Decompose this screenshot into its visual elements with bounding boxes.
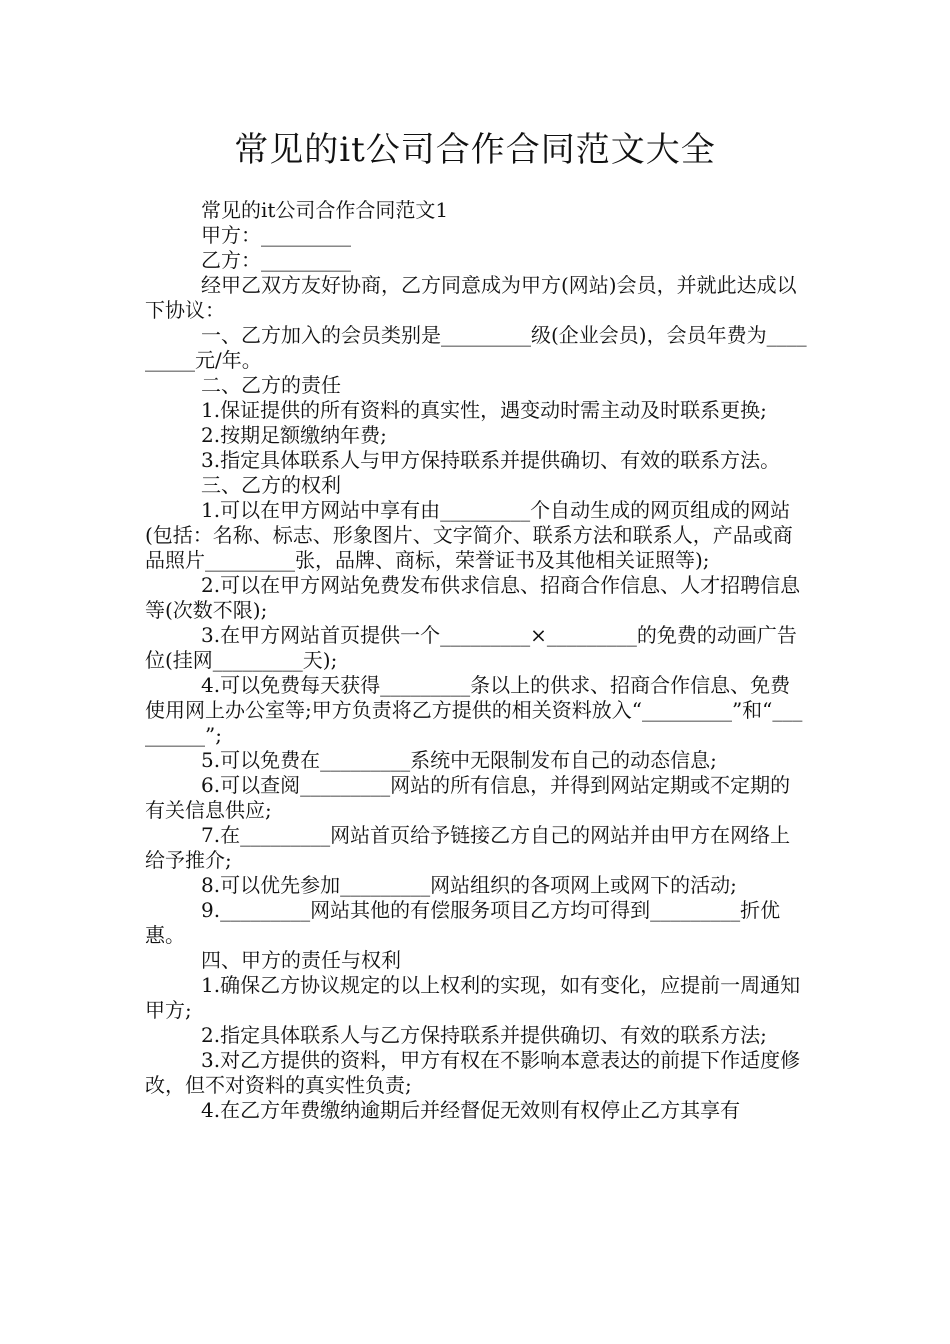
paragraph: 1.确保乙方协议规定的以上权利的实现，如有变化，应提前一周通知甲方;: [145, 973, 801, 1022]
paragraph: 2.按期足额缴纳年费;: [201, 423, 387, 447]
document-body: [145, 198, 810, 1123]
paragraph: 3.对乙方提供的资料，甲方有权在不影响本意表达的前提下作适度修改，但不对资料的真实性负责;: [145, 1048, 801, 1097]
paragraph: 一、乙方加入的会员类别是_________级(企业会员)，会员年费为_________元/年。: [145, 323, 807, 372]
paragraph: 4.可以免费每天获得_________条以上的供求、招商合作信息、免费使用网上办公室等;甲方负责将乙方提供的相关资料放入“_________”和“_________”;: [145, 673, 803, 747]
paragraph: 3.在甲方网站首页提供一个_________×_________的免费的动画广告位(挂网_________天);: [145, 623, 797, 672]
paragraph: 8.可以优先参加_________网站组织的各项网上或网下的活动;: [201, 873, 737, 897]
section-heading: 三、乙方的权利: [201, 473, 341, 497]
section-heading: 二、乙方的责任: [201, 373, 341, 397]
paragraph: 1.保证提供的所有资料的真实性，遇变动时需主动及时联系更换;: [201, 398, 767, 422]
paragraph: 经甲乙双方友好协商，乙方同意成为甲方(网站)会员，并就此达成以下协议：: [145, 273, 797, 322]
paragraph: 6.可以查阅_________网站的所有信息，并得到网站定期或不定期的有关信息供应;: [145, 773, 791, 822]
section-heading: 常见的it公司合作合同范文1: [201, 198, 449, 222]
paragraph: 9._________网站其他的有偿服务项目乙方均可得到_________折优惠。: [145, 898, 781, 947]
section-heading: 四、甲方的责任与权利: [201, 948, 401, 972]
paragraph: 2.指定具体联系人与乙方保持联系并提供确切、有效的联系方法;: [201, 1023, 767, 1047]
paragraph: 5.可以免费在_________系统中无限制发布自己的动态信息;: [201, 748, 717, 772]
paragraph: 1.可以在甲方网站中享有由_________个自动生成的网页组成的网站(包括：名称、标志、形象图片、文字简介、联系方法和联系人，产品或商品照片_________张，品牌、商标，荣誉证书及其他相关证照等);: [145, 498, 793, 572]
paragraph: 4.在乙方年费缴纳逾期后并经督促无效则有权停止乙方其享有: [201, 1098, 741, 1122]
paragraph: 3.指定具体联系人与甲方保持联系并提供确切、有效的联系方法。: [201, 448, 781, 472]
paragraph: 7.在_________网站首页给予链接乙方自己的网站并由甲方在网络上给予推介;: [145, 823, 791, 872]
party-a-line: 甲方：_________: [201, 223, 351, 247]
document-title: 常见的it公司合作合同范文大全: [234, 130, 716, 170]
party-b-line: 乙方：_________: [201, 248, 351, 272]
paragraph: 2.可以在甲方网站免费发布供求信息、招商合作信息、人才招聘信息等(次数不限);: [145, 573, 801, 622]
